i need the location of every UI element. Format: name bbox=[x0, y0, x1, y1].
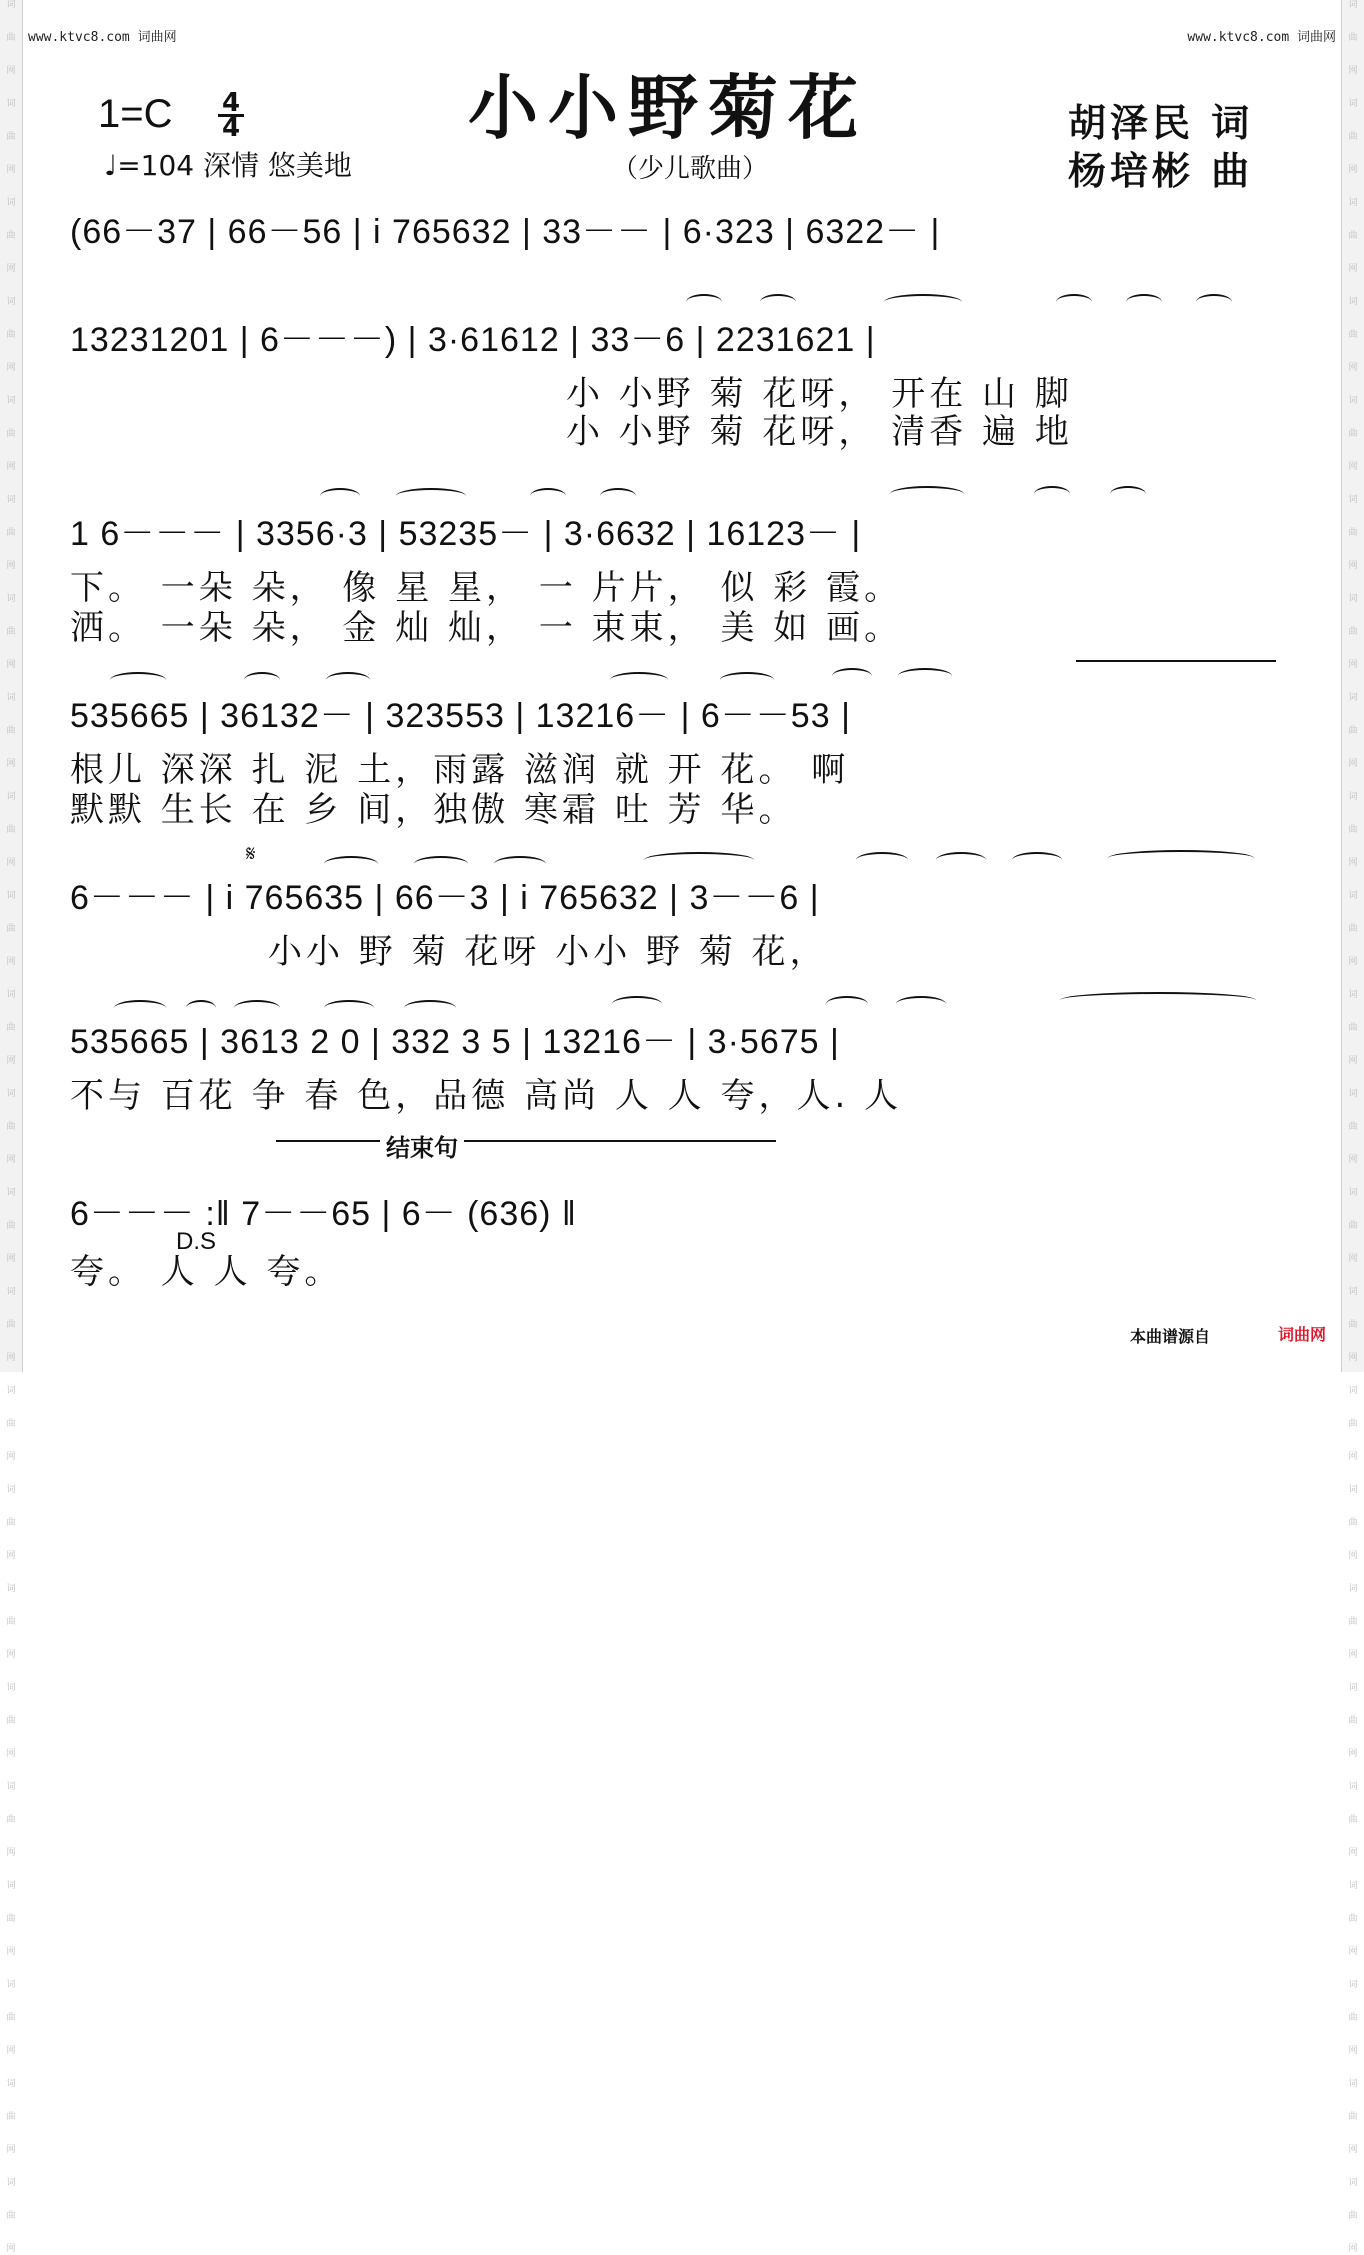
watermark-char: 词 bbox=[1348, 495, 1358, 505]
lyrics-line-5-verse-1: 小小 野 菊 花呀 小小 野 菊 花， bbox=[268, 932, 828, 972]
watermark-char: 词 bbox=[1348, 99, 1358, 109]
watermark-char: 词 bbox=[1348, 891, 1358, 901]
watermark-char: 曲 bbox=[1348, 924, 1358, 934]
watermark-char: 词 bbox=[1348, 1089, 1358, 1099]
watermark-char: 网 bbox=[1348, 660, 1358, 670]
slur bbox=[644, 852, 754, 868]
watermark-char: 曲 bbox=[1348, 528, 1358, 538]
watermark-char: 词 bbox=[6, 693, 16, 703]
watermark-char: 曲 bbox=[1348, 231, 1358, 241]
watermark-char: 曲 bbox=[1348, 33, 1358, 43]
watermark-char: 曲 bbox=[1348, 1716, 1358, 1726]
tempo-marking: ♩=104 深情 悠美地 bbox=[104, 149, 352, 182]
watermark-char: 词 bbox=[6, 1881, 16, 1891]
watermark-char: 曲 bbox=[1348, 1419, 1358, 1429]
watermark-char: 网 bbox=[6, 264, 16, 274]
watermark-char: 网 bbox=[1348, 561, 1358, 571]
watermark-char: 网 bbox=[6, 1452, 16, 1462]
watermark-char: 词 bbox=[6, 0, 16, 10]
slur bbox=[396, 488, 466, 504]
watermark-char: 网 bbox=[1348, 1551, 1358, 1561]
watermark-char: 曲 bbox=[1348, 1320, 1358, 1330]
watermark-char: 网 bbox=[6, 2046, 16, 2056]
watermark-char: 网 bbox=[1348, 66, 1358, 76]
slur bbox=[826, 996, 868, 1012]
watermark-char: 曲 bbox=[6, 231, 16, 241]
slur bbox=[530, 488, 566, 504]
slur bbox=[686, 294, 722, 310]
right-watermark-strip bbox=[1341, 0, 1364, 2254]
time-signature-top: 4 bbox=[221, 88, 241, 118]
watermark-char: 网 bbox=[6, 957, 16, 967]
watermark-char: 曲 bbox=[6, 528, 16, 538]
watermark-char: 网 bbox=[6, 1254, 16, 1264]
watermark-char: 词 bbox=[1348, 990, 1358, 1000]
watermark-char: 词 bbox=[1348, 396, 1358, 406]
watermark-char: 词 bbox=[1348, 1980, 1358, 1990]
watermark-char: 词 bbox=[1348, 594, 1358, 604]
watermark-char: 曲 bbox=[1348, 429, 1358, 439]
watermark-char: 网 bbox=[6, 1947, 16, 1957]
lyrics-line-3-verse-1: 下。 一朵 朵， 像 星 星， 一 片片， 似 彩 霞。 bbox=[70, 568, 903, 608]
slur bbox=[1126, 294, 1162, 310]
watermark-char: 词 bbox=[6, 990, 16, 1000]
watermark-char: 曲 bbox=[6, 1518, 16, 1528]
watermark-char: 网 bbox=[6, 2145, 16, 2155]
slur bbox=[610, 672, 668, 688]
watermark-char: 词 bbox=[6, 396, 16, 406]
lyrics-line-4-verse-2: 默默 生长 在 乡 间，独傲 寒霜 吐 芳 华。 bbox=[70, 790, 797, 830]
time-signature bbox=[216, 88, 246, 143]
slur bbox=[110, 672, 166, 688]
watermark-char: 曲 bbox=[6, 627, 16, 637]
watermark-char: 曲 bbox=[1348, 1221, 1358, 1231]
watermark-char: 曲 bbox=[6, 330, 16, 340]
lyrics-line-2-verse-2: 小 小野 菊 花呀， 清香 遍 地 bbox=[566, 412, 1073, 452]
slur bbox=[896, 996, 946, 1012]
watermark-char: 网 bbox=[6, 759, 16, 769]
watermark-char: 词 bbox=[6, 1089, 16, 1099]
watermark-char: 曲 bbox=[1348, 1914, 1358, 1924]
watermark-char: 网 bbox=[6, 1353, 16, 1363]
watermark-char: 词 bbox=[6, 2079, 16, 2089]
score-line-2: 13231201 | 6－－－) | 3·61612 | 33－6 | 2231621 | bbox=[70, 321, 876, 359]
slur bbox=[884, 294, 962, 310]
watermark-char: 词 bbox=[6, 1287, 16, 1297]
watermark-char: 网 bbox=[6, 660, 16, 670]
watermark-char: 词 bbox=[6, 594, 16, 604]
watermark-char: 词 bbox=[6, 1188, 16, 1198]
watermark-char: 曲 bbox=[1348, 825, 1358, 835]
watermark-char: 词 bbox=[6, 198, 16, 208]
watermark-char: 网 bbox=[1348, 1749, 1358, 1759]
watermark-char: 网 bbox=[1348, 957, 1358, 967]
watermark-char: 词 bbox=[1348, 792, 1358, 802]
slur bbox=[326, 672, 370, 688]
slur bbox=[856, 852, 908, 868]
slur bbox=[1108, 850, 1254, 866]
watermark-char: 词 bbox=[6, 792, 16, 802]
watermark-char: 网 bbox=[6, 165, 16, 175]
watermark-char: 词 bbox=[1348, 297, 1358, 307]
watermark-char: 网 bbox=[1348, 165, 1358, 175]
watermark-char: 曲 bbox=[1348, 627, 1358, 637]
slur bbox=[600, 488, 636, 504]
score-line-6: 535665 | 3613 2 0 | 332 3 5 | 13216－ | 3·5675 | bbox=[70, 1023, 840, 1061]
watermark-char: 网 bbox=[6, 66, 16, 76]
watermark-char: 网 bbox=[1348, 1056, 1358, 1066]
watermark-char: 曲 bbox=[1348, 1023, 1358, 1033]
watermark-char: 曲 bbox=[1348, 132, 1358, 142]
watermark-char: 词 bbox=[1348, 0, 1358, 10]
watermark-char: 曲 bbox=[6, 2112, 16, 2122]
song-subtitle: （少儿歌曲） bbox=[612, 154, 769, 184]
watermark-char: 网 bbox=[6, 1650, 16, 1660]
watermark-char: 曲 bbox=[6, 825, 16, 835]
watermark-char: 词 bbox=[1348, 1485, 1358, 1495]
score-line-3: 1 6－－－ | 3356·3 | 53235－ | 3·6632 | 16123－ | bbox=[70, 515, 862, 553]
lyrics-line-3-verse-2: 洒。 一朵 朵， 金 灿 灿， 一 束束， 美 如 画。 bbox=[70, 608, 903, 648]
lyrics-line-6-verse-1: 不与 百花 争 春 色，品德 高尚 人 人 夸，人. 人 bbox=[70, 1076, 903, 1116]
watermark-char: 词 bbox=[1348, 2178, 1358, 2188]
composer-credit: 杨培彬 曲 bbox=[1068, 149, 1254, 193]
watermark-char: 网 bbox=[1348, 2046, 1358, 2056]
ending-label: 结束句 bbox=[380, 1128, 464, 1163]
watermark-char: 网 bbox=[1348, 1452, 1358, 1462]
watermark-char: 曲 bbox=[1348, 2013, 1358, 2023]
watermark-char: 词 bbox=[6, 1683, 16, 1693]
watermark-char: 词 bbox=[6, 891, 16, 901]
watermark-char: 网 bbox=[1348, 1254, 1358, 1264]
watermark-char: 曲 bbox=[6, 429, 16, 439]
lyrics-line-7-verse-1: 夸。 人 人 夸。 bbox=[70, 1252, 343, 1292]
watermark-char: 曲 bbox=[1348, 330, 1358, 340]
watermark-char: 词 bbox=[6, 1980, 16, 1990]
watermark-char: 曲 bbox=[6, 132, 16, 142]
watermark-char: 网 bbox=[1348, 264, 1358, 274]
watermark-char: 曲 bbox=[6, 33, 16, 43]
watermark-char: 曲 bbox=[1348, 1518, 1358, 1528]
watermark-char: 网 bbox=[1348, 462, 1358, 472]
lyricist-credit: 胡泽民 词 bbox=[1068, 101, 1254, 145]
watermark-char: 词 bbox=[1348, 198, 1358, 208]
watermark-char: 曲 bbox=[6, 924, 16, 934]
watermark-char: 网 bbox=[1348, 1353, 1358, 1363]
watermark-char: 曲 bbox=[6, 2013, 16, 2023]
watermark-char: 词 bbox=[6, 495, 16, 505]
watermark-char: 词 bbox=[1348, 1881, 1358, 1891]
watermark-char: 网 bbox=[6, 2244, 16, 2254]
slur bbox=[244, 672, 280, 688]
slur bbox=[720, 672, 774, 688]
watermark-char: 网 bbox=[1348, 759, 1358, 769]
watermark-char: 网 bbox=[1348, 2145, 1358, 2155]
tie-line bbox=[1076, 660, 1276, 676]
watermark-char: 网 bbox=[1348, 858, 1358, 868]
watermark-char: 曲 bbox=[1348, 1815, 1358, 1825]
watermark-char: 词 bbox=[1348, 1782, 1358, 1792]
watermark-char: 曲 bbox=[1348, 2112, 1358, 2122]
slur bbox=[936, 852, 986, 868]
watermark-char: 曲 bbox=[1348, 2211, 1358, 2221]
watermark-char: 网 bbox=[1348, 1947, 1358, 1957]
watermark-char: 网 bbox=[1348, 1155, 1358, 1165]
slur bbox=[1034, 486, 1070, 502]
watermark-char: 词 bbox=[6, 2178, 16, 2188]
watermark-char: 曲 bbox=[6, 1320, 16, 1330]
watermark-char: 曲 bbox=[6, 1815, 16, 1825]
score-line-7: 6－－－ :‖ 7－－65 | 6－ (636) ‖ bbox=[70, 1195, 577, 1233]
key-signature: 1=C bbox=[98, 92, 173, 136]
dal-segno-marking: D.S bbox=[176, 1228, 217, 1255]
slur bbox=[1012, 852, 1062, 868]
watermark-char: 曲 bbox=[6, 1716, 16, 1726]
watermark-char: 曲 bbox=[6, 1914, 16, 1924]
site-logo[interactable]: 词曲网 bbox=[1278, 1325, 1327, 1344]
slur bbox=[890, 486, 964, 502]
watermark-char: 词 bbox=[1348, 1386, 1358, 1396]
watermark-char: 曲 bbox=[6, 1617, 16, 1627]
lyrics-line-2-verse-1: 小 小野 菊 花呀， 开在 山 脚 bbox=[566, 374, 1073, 414]
watermark-char: 词 bbox=[6, 1584, 16, 1594]
score-line-4: 535665 | 36132－ | 323553 | 13216－ | 6－－53 | bbox=[70, 697, 851, 735]
watermark-char: 词 bbox=[6, 1782, 16, 1792]
site-url-right: www.ktvc8.com 词曲网 bbox=[1187, 30, 1336, 45]
slur bbox=[1196, 294, 1232, 310]
watermark-char: 词 bbox=[1348, 693, 1358, 703]
watermark-char: 网 bbox=[1348, 2244, 1358, 2254]
watermark-char: 曲 bbox=[6, 1419, 16, 1429]
watermark-char: 网 bbox=[6, 462, 16, 472]
slur bbox=[832, 668, 872, 684]
watermark-char: 词 bbox=[1348, 1287, 1358, 1297]
watermark-char: 词 bbox=[6, 1386, 16, 1396]
watermark-char: 网 bbox=[6, 561, 16, 571]
site-url-left: www.ktvc8.com 词曲网 bbox=[28, 30, 177, 45]
segno-sign: 𝄋 bbox=[246, 842, 256, 867]
watermark-char: 曲 bbox=[6, 1023, 16, 1033]
slur bbox=[1060, 992, 1256, 1008]
watermark-char: 词 bbox=[6, 1485, 16, 1495]
watermark-char: 曲 bbox=[6, 726, 16, 736]
left-watermark-strip bbox=[0, 0, 23, 2254]
watermark-char: 曲 bbox=[1348, 1617, 1358, 1627]
watermark-char: 网 bbox=[6, 363, 16, 373]
watermark-char: 词 bbox=[1348, 1683, 1358, 1693]
slur bbox=[612, 996, 662, 1012]
lyrics-line-4-verse-1: 根儿 深深 扎 泥 土，雨露 滋润 就 开 花。 啊 bbox=[70, 750, 850, 790]
watermark-char: 网 bbox=[6, 1551, 16, 1561]
watermark-char: 词 bbox=[6, 99, 16, 109]
watermark-char: 网 bbox=[1348, 1848, 1358, 1858]
slur bbox=[1056, 294, 1092, 310]
watermark-char: 曲 bbox=[6, 1221, 16, 1231]
watermark-char: 曲 bbox=[1348, 1122, 1358, 1132]
watermark-char: 网 bbox=[6, 858, 16, 868]
slur bbox=[760, 294, 796, 310]
song-title: 小小野菊花 bbox=[468, 66, 868, 149]
watermark-char: 网 bbox=[6, 1848, 16, 1858]
time-signature-bottom: 4 bbox=[221, 113, 241, 143]
slur bbox=[320, 488, 360, 504]
watermark-char: 词 bbox=[1348, 2079, 1358, 2089]
watermark-char: 曲 bbox=[1348, 726, 1358, 736]
slur bbox=[898, 668, 952, 684]
source-text: 本曲谱源自 bbox=[1130, 1327, 1211, 1346]
ending-bracket bbox=[276, 1140, 776, 1143]
watermark-char: 词 bbox=[1348, 1188, 1358, 1198]
watermark-char: 网 bbox=[1348, 363, 1358, 373]
score-line-5: 6－－－ | i 765635 | 66－3 | i 765632 | 3－－6 | bbox=[70, 879, 820, 917]
watermark-char: 词 bbox=[1348, 1584, 1358, 1594]
watermark-char: 网 bbox=[6, 1155, 16, 1165]
watermark-char: 词 bbox=[6, 297, 16, 307]
watermark-char: 网 bbox=[6, 1749, 16, 1759]
watermark-char: 网 bbox=[6, 1056, 16, 1066]
slur bbox=[1110, 486, 1146, 502]
watermark-char: 曲 bbox=[6, 2211, 16, 2221]
watermark-char: 网 bbox=[1348, 1650, 1358, 1660]
watermark-char: 曲 bbox=[6, 1122, 16, 1132]
score-line-1: (66－37 | 66－56 | i 765632 | 33－－ | 6·323 | 6322－ | bbox=[70, 213, 941, 251]
